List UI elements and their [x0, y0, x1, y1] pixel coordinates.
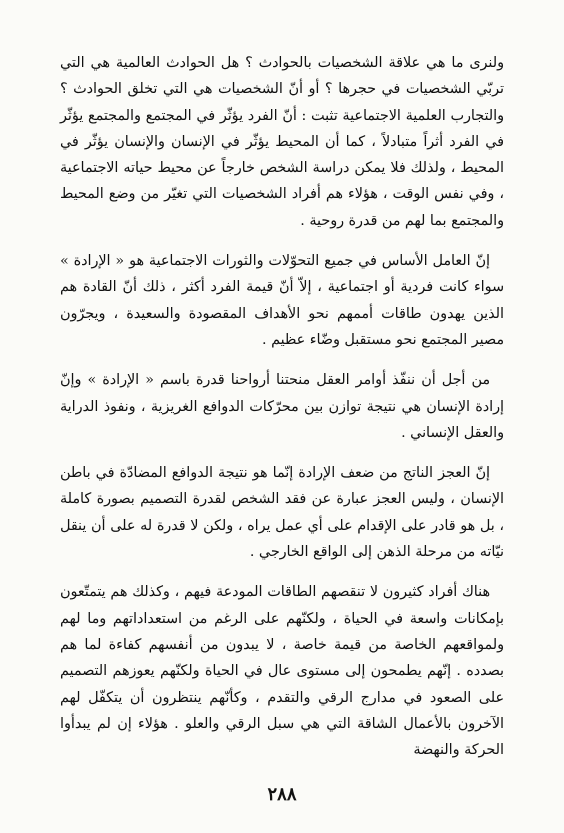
paragraph-2: إنّ العامل الأساس في جميع التحوّلات والثورات الاجتماعية هو « الإرادة » سواء كانت فردية أو اجتماعية ، إلاّ أنّ قيمة الفرد أكثر ، ذلك أنّ القادة هم الذين يهدون طاقات أممهم نحو الأهداف المقصودة والسعيدة ، ويجرّون مصير المجتمع نحو مستقبل وضّاء عظيم .: [60, 253, 504, 348]
paragraph-3: من أجل أن ننفّذ أوامر العقل منحتنا أرواحنا قدرة باسم « الإرادة » وإنّ إرادة الإنسان هي نتيجة توازن بين محرّكات الدوافع الغريزية ، ونفوذ الدراية والعقل الإنساني .: [60, 372, 504, 441]
paragraph-gap: [60, 234, 504, 248]
page-body-text: [60, 50, 504, 763]
paragraph-gap: [60, 353, 504, 367]
paragraph-gap: [60, 565, 504, 579]
paragraph-4: إنّ العجز الناتج من ضعف الإرادة إنّما هو نتيجة الدوافع المضادّة في باطن الإنسان ، وليس العجز عبارة عن فقد الشخص لقدرة التصميم بصورة كاملة ، بل هو قادر على الإقدام على أي عمل يراه ، ولكن لا قدرة له على أن ينقل نيّاته من مرحلة الذهن إلى الواقع الخارجي .: [60, 465, 504, 561]
paragraph-1: ولنرى ما هي علاقة الشخصيات بالحوادث ؟ هل الحوادث العالمية هي التي تربّي الشخصيات في حجرها ؟ أو أنّ الشخصيات هي التي تخلق الحوادث ؟ والتجارب العلمية الاجتماعية تثبت : أنّ الفرد يؤثّر في المجتمع والمجتمع يؤثّر في الفرد أثراً متبادلاً ، كما أن المحيط يؤثّر في الإنسان والإنسان يؤثّر في المحيط ، ولذلك فلا يمكن دراسة الشخص خارجاً عن محيط حياته الاجتماعية ، وفي نفس الوقت ، هؤلاء هم أفراد الشخصيات التي تغيّر من وضع المحيط والمجتمع بما لهم من قدرة روحية .: [60, 55, 504, 229]
page-number: ٢٨٨: [267, 784, 297, 805]
paragraph-gap: [60, 446, 504, 460]
paragraph-5: هناك أفراد كثيرون لا تنقصهم الطاقات المودعة فيهم ، وكذلك هم يتمتّعون بإمكانات واسعة في الحياة ، ولكنّهم على الرغم من استعداداتهم وما لهم ولمواقعهم الخاصة من قيمة خاصة ، لا يبدون من أنفسهم كفاءة لما هم بصدده . إنّهم يطمحون إلى مستوى عال في الحياة ولكنّهم يعوزهم التصميم على الصعود في مدارج الرقي والتقدم ، وكأنّهم ينتظرون أن يتكفّل لهم الآخرون بالأعمال الشاقة التي هي سبل الرقي والعلو . هؤلاء إن لم يبدأوا الحركة والنهضة: [60, 584, 504, 759]
